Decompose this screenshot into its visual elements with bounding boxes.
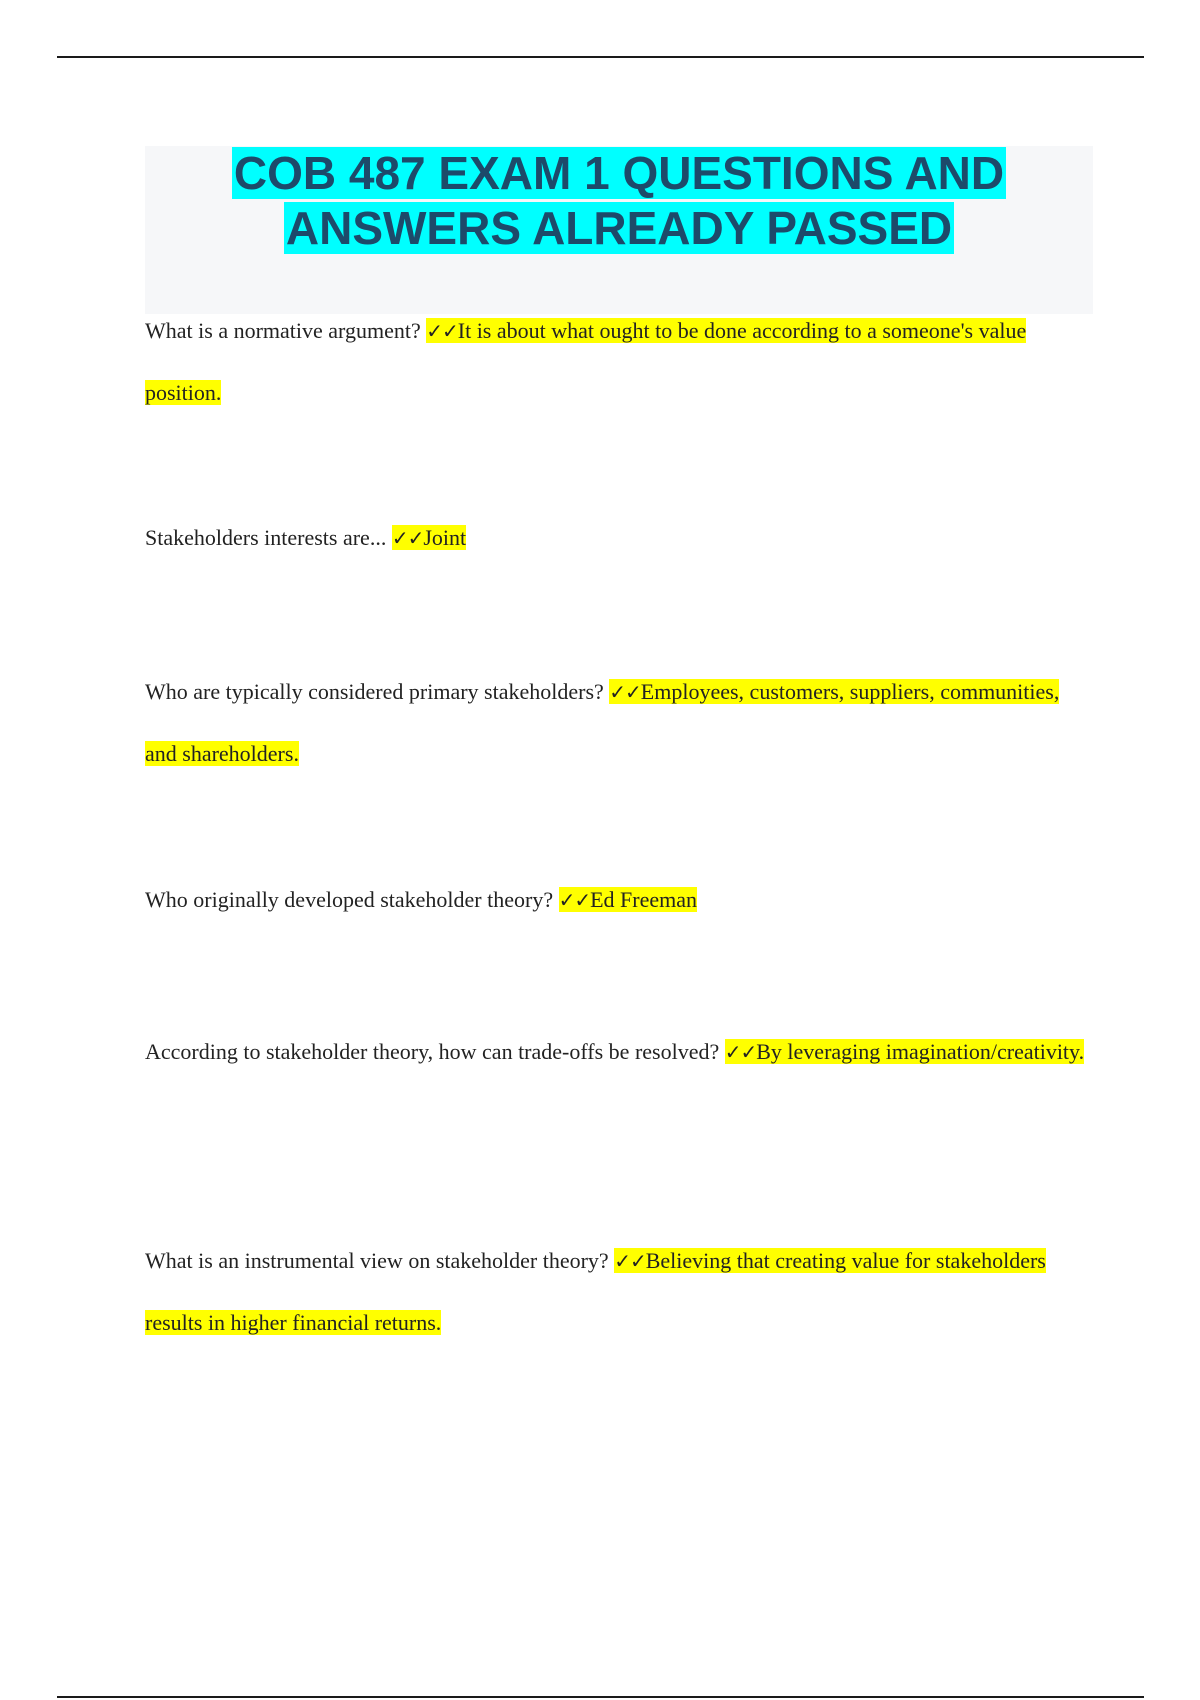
- title-line-1: COB 487 EXAM 1 QUESTIONS AND: [233, 147, 1005, 199]
- answer-text: Joint: [423, 525, 467, 550]
- question-text: Who are typically considered primary stakeholders?: [145, 679, 610, 704]
- question-text: Stakeholders interests are...: [145, 525, 392, 550]
- double-check-icon: ✓✓: [558, 888, 591, 912]
- qa-item-4: [145, 869, 1085, 931]
- answer-highlight: [559, 887, 697, 912]
- qa-item-6: [145, 1230, 1085, 1353]
- answer-text: Employees, customers, suppliers, communities, and shareholders.: [145, 679, 1060, 766]
- page-title: [145, 146, 1093, 256]
- double-check-icon: ✓✓: [614, 1249, 646, 1273]
- answer-text: It is about what ought to be done according to a someone's value position.: [145, 318, 1027, 405]
- top-rule: [57, 56, 1144, 58]
- qa-item-5: [145, 1021, 1085, 1083]
- double-check-icon: ✓✓: [609, 680, 641, 704]
- question-text: Who originally developed stakeholder theory?: [145, 887, 559, 912]
- double-check-icon: ✓✓: [391, 526, 424, 550]
- question-text: What is a normative argument?: [145, 318, 427, 343]
- qa-item-3: [145, 661, 1085, 784]
- qa-item-2: [145, 507, 1085, 569]
- answer-highlight: [392, 525, 466, 550]
- qa-item-1: [145, 300, 1085, 423]
- title-line-2: ANSWERS ALREADY PASSED: [285, 202, 953, 254]
- double-check-icon: ✓✓: [724, 1040, 757, 1064]
- title-banner: [145, 146, 1093, 314]
- question-text: According to stakeholder theory, how can trade-offs be resolved?: [145, 1039, 725, 1064]
- answer-text: Believing that creating value for stakeholders results in higher financial returns.: [145, 1248, 1046, 1335]
- answer-highlight: [725, 1039, 1084, 1064]
- answer-text: Ed Freeman: [590, 887, 698, 912]
- bottom-rule: [57, 1696, 1144, 1698]
- double-check-icon: ✓✓: [426, 319, 458, 343]
- answer-text: By leveraging imagination/creativity.: [756, 1039, 1085, 1064]
- question-text: What is an instrumental view on stakeholder theory?: [145, 1248, 615, 1273]
